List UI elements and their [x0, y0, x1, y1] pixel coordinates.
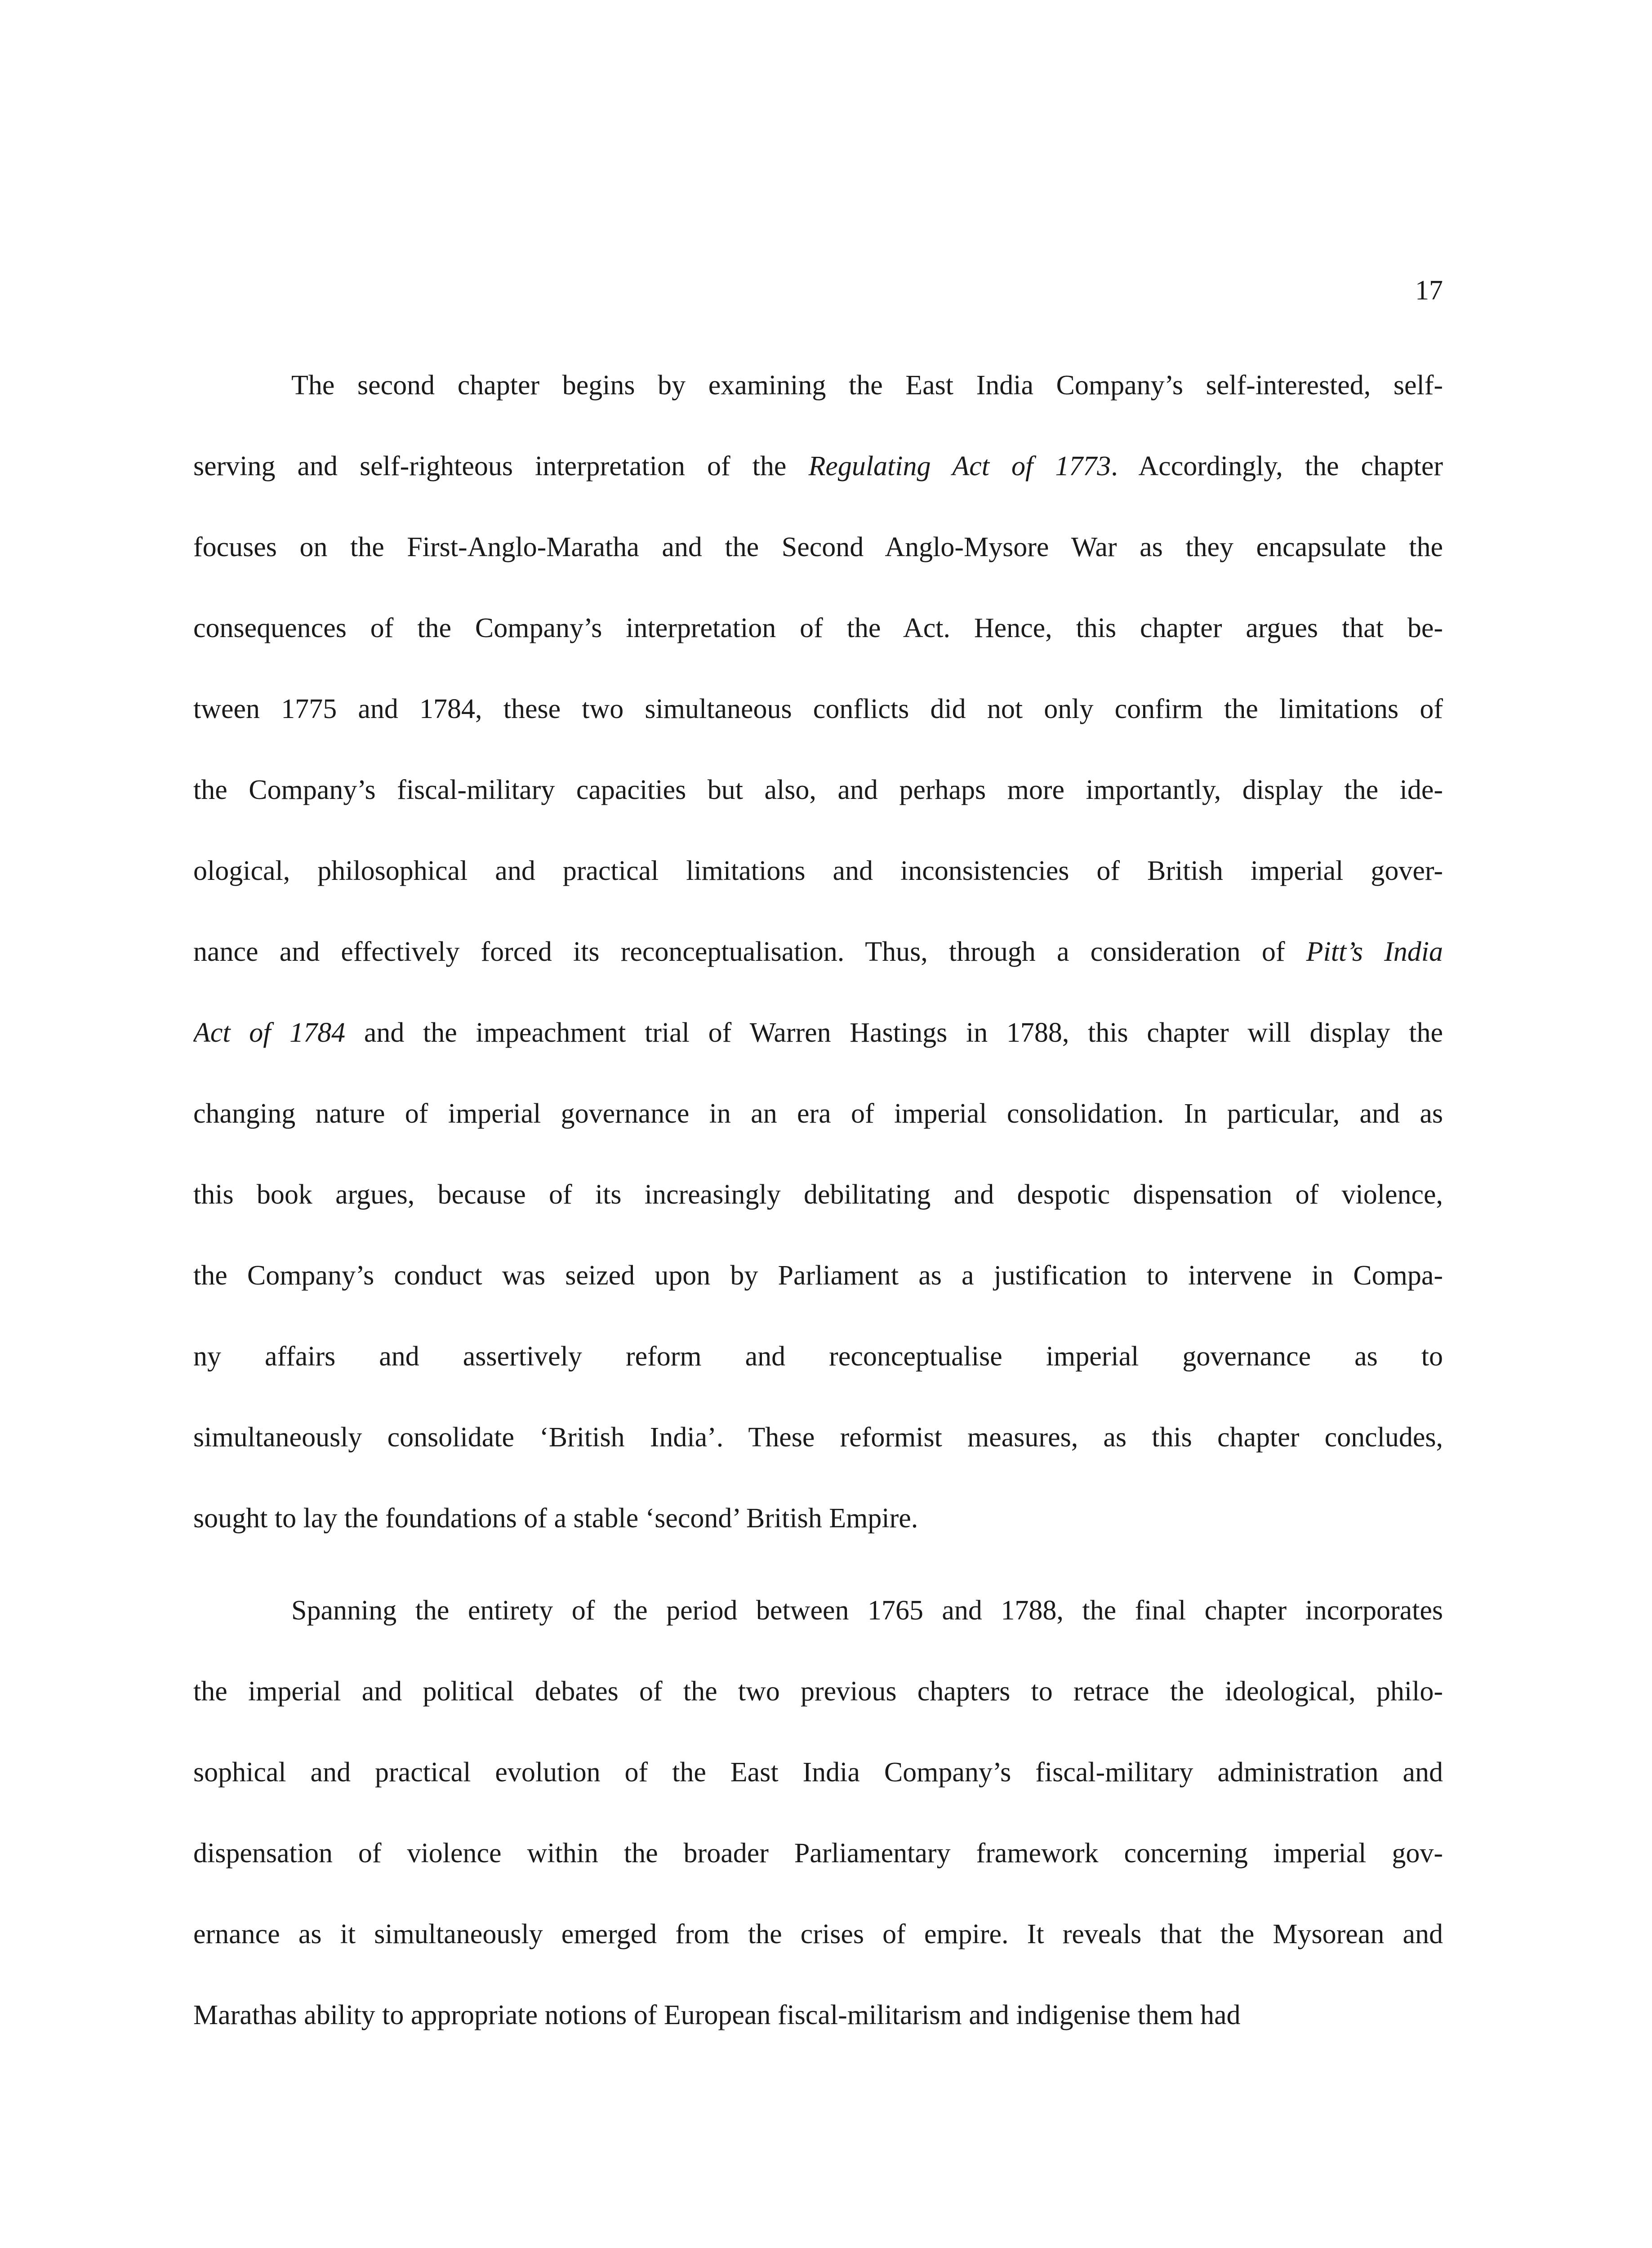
text-line [193, 1998, 1443, 2032]
text-line [291, 369, 1443, 402]
text-line [193, 1016, 1443, 1049]
text-line [193, 1340, 1443, 1373]
text-line [193, 935, 1443, 968]
text-run: dispensation of violence within the broader Parliamentary framework concerning imperial gov- [193, 1838, 1443, 1869]
text-run: this book argues, because of its increasingly debilitating and despotic dispensation of violence, [193, 1179, 1443, 1210]
text-run: focuses on the First-Anglo-Maratha and the Second Anglo-Mysore War as they encapsulate the [193, 532, 1443, 562]
text-run: consequences of the Company’s interpretation of the Act. Hence, this chapter argues that be- [193, 613, 1443, 643]
text-run: ological, philosophical and practical limitations and inconsistencies of British imperial gover- [193, 856, 1443, 886]
text-run: simultaneously consolidate ‘British India’. These reformist measures, as this chapter concludes, [193, 1422, 1443, 1453]
text-line [193, 1837, 1443, 1870]
text-run: ernance as it simultaneously emerged from the crises of empire. It reveals that the Mysorean and [193, 1919, 1443, 1949]
text-line [193, 773, 1443, 807]
text-run: serving and self-righteous interpretation of the [193, 451, 809, 482]
text-line [193, 1756, 1443, 1789]
text-line [193, 611, 1443, 645]
text-run: the Company’s conduct was seized upon by Parliament as a justification to intervene in Compa- [193, 1260, 1443, 1291]
text-line [193, 1502, 1443, 1535]
text-run: sought to lay the foundations of a stable ‘second’ British Empire. [193, 1503, 918, 1534]
text-run: the Company’s fiscal-military capacities but also, and perhaps more importantly, display the ide- [193, 775, 1443, 805]
italic-title: Act of 1784 [193, 1017, 346, 1048]
text-run: sophical and practical evolution of the East India Company’s fiscal-military administration and [193, 1757, 1443, 1788]
text-run: nance and effectively forced its reconceptualisation. Thus, through a consideration of [193, 937, 1306, 967]
text-line [193, 1097, 1443, 1130]
text-line [193, 1918, 1443, 1951]
text-run: The second chapter begins by examining the East India Company’s self-interested, self- [291, 370, 1443, 401]
text-line [193, 854, 1443, 888]
text-line [193, 531, 1443, 564]
text-run: the imperial and political debates of the two previous chapters to retrace the ideological, philo- [193, 1676, 1443, 1707]
italic-title: Regulating Act of 1773 [808, 451, 1111, 482]
text-line [193, 1178, 1443, 1211]
italic-title: Pitt’s India [1306, 937, 1443, 967]
page-number: 17 [1415, 275, 1443, 306]
text-run: ny affairs and assertively reform and reconceptualise imperial governance as to [193, 1341, 1443, 1372]
text-line [193, 1259, 1443, 1292]
text-run: Spanning the entirety of the period between 1765 and 1788, the final chapter incorporates [291, 1595, 1443, 1626]
text-line [193, 1675, 1443, 1708]
text-line [291, 1594, 1443, 1627]
text-run: Marathas ability to appropriate notions of European fiscal-militarism and indigenise them had [193, 2000, 1241, 2030]
text-line [193, 450, 1443, 483]
text-run: and the impeachment trial of Warren Hastings in 1788, this chapter will display the [345, 1017, 1443, 1048]
text-run: tween 1775 and 1784, these two simultaneous conflicts did not only confirm the limitations of [193, 694, 1443, 724]
text-line [193, 692, 1443, 726]
text-line [193, 1421, 1443, 1454]
text-run: changing nature of imperial governance in an era of imperial consolidation. In particular, and as [193, 1098, 1443, 1129]
text-run: . Accordingly, the chapter [1111, 451, 1443, 482]
